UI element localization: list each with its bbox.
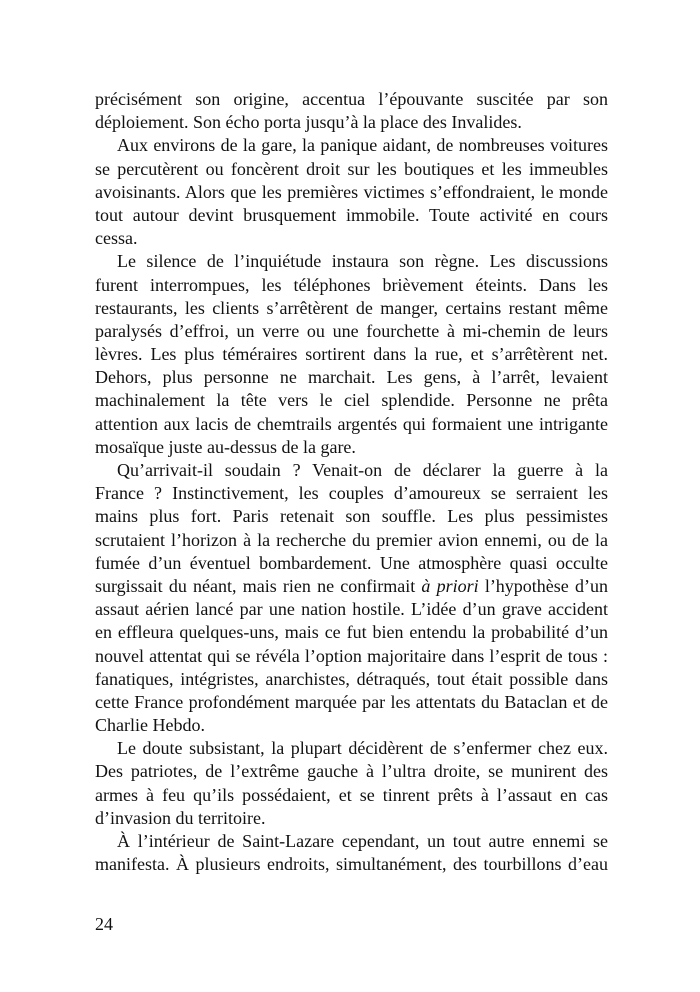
text-segment: l’hypothèse d’un <box>478 575 608 596</box>
paragraph <box>95 134 608 250</box>
paragraph <box>95 830 608 876</box>
text-line: fanatiques, intégristes, anarchistes, détraqués, tout était possible dans <box>95 668 608 689</box>
text-line: précisément son origine, accentua l’épouvante suscitée par son <box>95 89 608 109</box>
text-line: armes à feu qu’ils possédaient, et se tinrent prêts à l’assaut en cas <box>95 784 608 805</box>
text-line: Qu’arrivait-il soudain ? Venait-on de déclarer la guerre à la <box>117 460 608 480</box>
text-line: Dehors, plus personne ne marchait. Les gens, à l’arrêt, levaient <box>95 367 608 388</box>
text-line: machinalement la tête vers le ciel splendide. Personne ne prêta <box>95 390 608 411</box>
text-line: attention aux lacis de chemtrails argentés qui formaient une intrigante <box>95 413 608 434</box>
text-line: Aux environs de la gare, la panique aidant, de nombreuses voitures <box>117 135 608 156</box>
text-line: restaurants, les clients s’arrêtèrent de manger, certains restant même <box>95 297 608 318</box>
text-line: furent interrompues, les téléphones brièvement éteints. Dans les <box>95 274 608 295</box>
text-line: lèvres. Les plus téméraires sortirent dans la rue, et s’arrêtèrent net. <box>95 344 608 365</box>
paragraph <box>95 737 608 830</box>
text-line: Charlie Hebdo. <box>95 715 205 736</box>
text-line: Le doute subsistant, la plupart décidèrent de s’enfermer chez eux. <box>117 738 608 759</box>
text-line: assaut aérien lancé par une nation hostile. L’idée d’un grave accident <box>95 599 608 620</box>
text-line: scrutaient l’horizon à la recherche du premier avion ennemi, ou de la <box>95 529 608 550</box>
text-line: mosaïque juste au-dessus de la gare. <box>95 436 356 457</box>
text-line: nouvel attentat qui se révéla l’option majoritaire dans l’esprit de tous : <box>95 645 608 666</box>
paragraph <box>95 88 608 134</box>
body-text <box>95 88 608 876</box>
text-line: tout autour devint brusquement immobile. Toute activité en cours <box>95 204 608 225</box>
text-line: manifesta. À plusieurs endroits, simultanément, des tourbillons d’eau <box>95 854 608 875</box>
text-line: se percutèrent ou foncèrent droit sur les boutiques et les immeubles <box>95 158 608 179</box>
text-line: Des patriotes, de l’extrême gauche à l’ultra droite, se munirent des <box>95 761 608 782</box>
text-line: À l’intérieur de Saint-Lazare cependant, un tout autre ennemi se <box>117 831 608 851</box>
text-line: cette France profondément marquée par les attentats du Bataclan et de <box>95 691 608 712</box>
page-number: 24 <box>95 914 113 934</box>
italic-text: à priori <box>421 575 479 596</box>
text-line: d’invasion du territoire. <box>95 807 266 828</box>
text-line: déploiement. Son écho porta jusqu’à la place des Invalides. <box>95 112 522 133</box>
text-line: paralysés d’effroi, un verre ou une fourchette à mi-chemin de leurs <box>95 320 608 341</box>
text-segment: surgissait du néant, mais rien ne confirmait <box>95 575 422 596</box>
text-line: Le silence de l’inquiétude instaura son règne. Les discussions <box>117 251 608 272</box>
text-line: fumée d’un éventuel bombardement. Une atmosphère quasi occulte <box>95 552 608 573</box>
text-line: en effleura quelques-uns, mais ce fut bien entendu la probabilité d’un <box>95 622 608 643</box>
text-line <box>95 575 608 598</box>
paragraph <box>95 459 608 737</box>
text-line: France ? Instinctivement, les couples d’amoureux se serraient les <box>95 483 608 504</box>
paragraph <box>95 250 608 459</box>
text-line: mains plus fort. Paris retenait son souffle. Les plus pessimistes <box>95 506 608 527</box>
text-line: avoisinants. Alors que les premières victimes s’effondraient, le monde <box>95 181 608 202</box>
text-line: cessa. <box>95 228 138 249</box>
